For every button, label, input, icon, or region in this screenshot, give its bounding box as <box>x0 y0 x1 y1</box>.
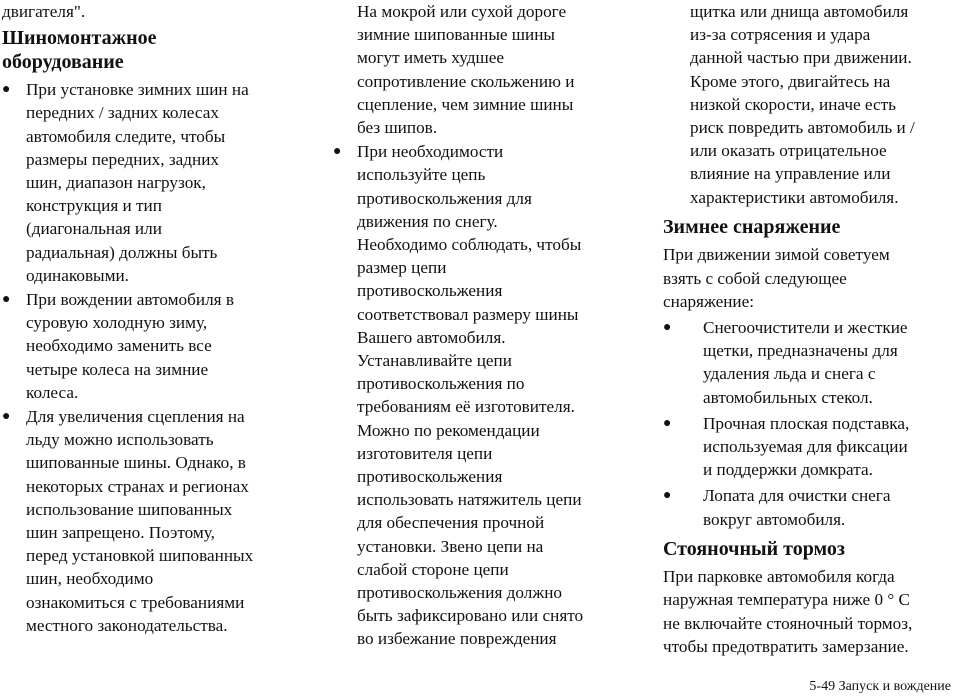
text-line: автомобильных стекол. <box>703 387 873 407</box>
text-line: характеристики автомобиля. <box>690 187 899 207</box>
text-line: движения по снегу. <box>357 211 498 231</box>
text-line: необходимо заменить все <box>26 336 212 356</box>
text-line: шин запрещено. Поэтому, <box>26 523 215 543</box>
text-line: щетки, предназначены для <box>703 341 898 361</box>
text-line: для обеспечения прочной <box>357 513 545 533</box>
text-line: При необходимости <box>357 142 504 162</box>
text-line: наружная температура ниже 0 ° C <box>663 590 910 610</box>
page-footer: 5-49 Запуск и вождение <box>809 679 951 694</box>
text-line: шипованные шины. Однако, в <box>26 453 246 473</box>
text-line: использование шипованных <box>26 499 233 519</box>
text-line: Необходимо соблюдать, чтобы <box>357 235 582 255</box>
text-line: снаряжение: <box>663 291 755 311</box>
heading-parking-brake: Стояночный тормоз <box>663 537 845 560</box>
bullet-icon: ● <box>2 82 11 98</box>
text-line: или оказать отрицательное <box>690 141 887 161</box>
text-line: противоскольжения по <box>357 374 525 394</box>
heading-line: Шиномонтажное <box>2 27 157 50</box>
continued-paragraph <box>333 0 633 139</box>
text-line: противоскольжения для <box>357 188 532 208</box>
text-line: не включайте стояночный тормоз, <box>663 613 913 633</box>
text-line: Для увеличения сцепления на <box>26 407 245 427</box>
text-line: При вождении автомобиля в <box>26 290 234 310</box>
text-line: одинаковыми. <box>26 265 129 285</box>
lead-text: двигателя". <box>2 2 86 21</box>
heading-winter-equipment: Зимнее снаряжение <box>663 215 841 238</box>
text-line: противоскольжения <box>357 281 503 301</box>
text-line: вокруг автомобиля. <box>703 509 846 529</box>
bullet-icon: ● <box>663 319 672 335</box>
text-line: Кроме этого, двигайтесь на <box>690 71 891 91</box>
text-line: Устанавливайте цепи <box>357 351 512 371</box>
text-line: автомобиля следите, чтобы <box>26 126 226 146</box>
intro-paragraph <box>663 243 955 313</box>
text-line: Вашего автомобиля. <box>357 327 506 347</box>
text-line: противоскольжения должно <box>357 583 563 603</box>
parking-brake-paragraph <box>663 565 955 658</box>
text-line: Снегоочистители и жесткие <box>703 317 908 337</box>
text-line: данной частью при движении. <box>690 48 912 68</box>
text-line: радиальная) должны быть <box>26 242 218 262</box>
text-line: без шипов. <box>357 118 438 138</box>
text-line: и поддержки домкрата. <box>703 460 873 480</box>
text-line: могут иметь худшее <box>357 48 504 68</box>
text-line: передних / задних колесах <box>26 103 219 123</box>
bullet-icon: ● <box>333 144 342 160</box>
column-2 <box>333 0 633 651</box>
text-line: использовать натяжитель цепи <box>357 490 582 510</box>
text-line: зимние шипованные шины <box>357 25 555 45</box>
text-line: используйте цепь <box>357 165 486 185</box>
text-line: используемая для фиксации <box>703 436 908 456</box>
bullet-icon: ● <box>663 415 672 431</box>
list-item <box>333 140 633 650</box>
text-line: При парковке автомобиля когда <box>663 567 895 587</box>
continued-paragraph <box>663 0 955 209</box>
text-line: из-за сотрясения и удара <box>690 25 871 45</box>
text-line: шин, диапазон нагрузок, <box>26 173 206 193</box>
text-line: быть зафиксировано или снято <box>357 606 584 626</box>
text-line: сцепление, чем зимние шины <box>357 94 574 114</box>
text-line: Можно по рекомендации <box>357 420 540 440</box>
text-line: риск повредить автомобиль и / <box>690 118 915 138</box>
text-line: колеса. <box>26 382 79 402</box>
list-item <box>663 316 955 409</box>
text-line: некоторых странах и регионах <box>26 476 249 496</box>
list-item <box>2 288 302 404</box>
column-3 <box>663 0 955 658</box>
text-line: льду можно использовать <box>26 430 214 450</box>
text-line: Лопата для очистки снега <box>703 486 891 506</box>
text-line: противоскольжения <box>357 467 503 487</box>
bullet-icon: ● <box>2 292 11 308</box>
text-line: четыре колеса на зимние <box>26 359 209 379</box>
list-item <box>663 412 955 482</box>
text-line: соответствовал размеру шины <box>357 304 579 324</box>
list-item <box>2 78 302 287</box>
text-line: На мокрой или сухой дороге <box>357 2 567 21</box>
text-line: требованиям её изготовителя. <box>357 397 575 417</box>
text-line: При установке зимних шин на <box>26 80 249 100</box>
text-line: щитка или днища автомобиля <box>690 2 909 21</box>
bullet-icon: ● <box>2 409 11 425</box>
text-line: влияние на управление или <box>690 164 891 184</box>
text-line: Прочная плоская подставка, <box>703 413 910 433</box>
text-line: установки. Звено цепи на <box>357 536 544 556</box>
text-line: сопротивление скольжению и <box>357 71 575 91</box>
text-line: (диагональная или <box>26 219 162 239</box>
text-line: При движении зимой советуем <box>663 245 890 265</box>
text-line: слабой стороне цепи <box>357 559 509 579</box>
text-line: изготовителя цепи <box>357 443 493 463</box>
text-line: во избежание повреждения <box>357 629 557 649</box>
text-line: чтобы предотвратить замерзание. <box>663 636 909 656</box>
text-line: конструкция и тип <box>26 196 162 216</box>
bullet-icon: ● <box>663 488 672 504</box>
heading-line: оборудование <box>2 50 124 73</box>
text-line: ознакомиться с требованиями <box>26 592 245 612</box>
text-line: удаления льда и снега с <box>703 364 876 384</box>
text-line: размер цепи <box>357 258 447 278</box>
text-line: размеры передних, задних <box>26 149 220 169</box>
list-item <box>663 484 955 530</box>
text-line: шин, необходимо <box>26 569 154 589</box>
heading-tire-equipment <box>2 27 302 74</box>
text-line: взять с собой следующее <box>663 268 847 288</box>
text-line: перед установкой шипованных <box>26 546 254 566</box>
list-item <box>2 405 302 637</box>
column-1 <box>2 0 302 637</box>
text-line: местного законодательства. <box>26 615 228 635</box>
text-line: низкой скорости, иначе есть <box>690 94 896 114</box>
text-line: суровую холодную зиму, <box>26 313 208 333</box>
